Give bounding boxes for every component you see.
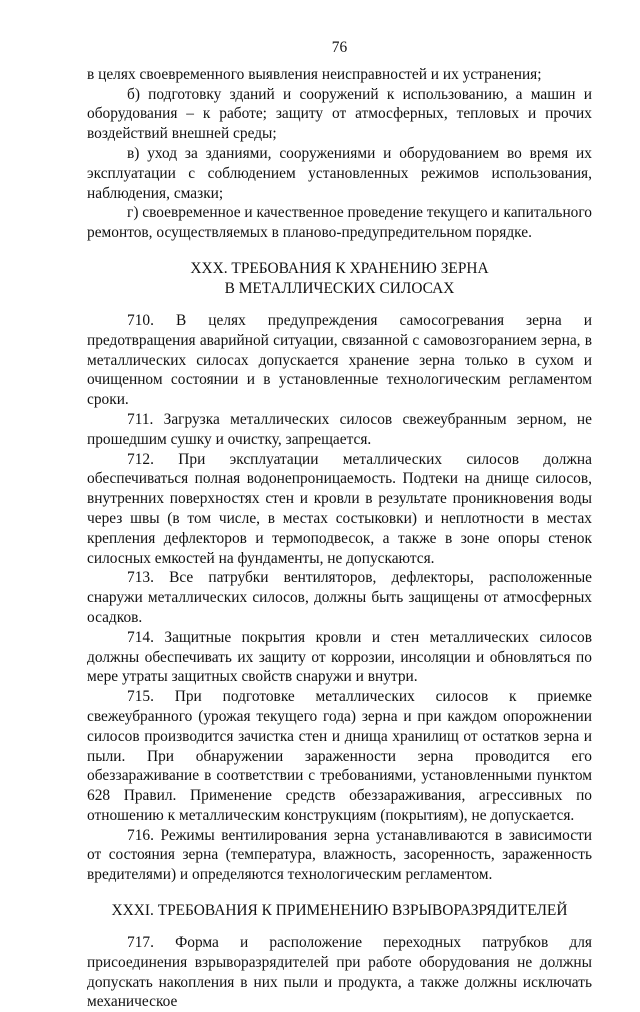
page-number: 76 (331, 39, 348, 56)
paragraph-713: 713. Все патрубки вентиляторов, дефлекторы, расположенные снаружи металлических силосов, должны быть защищены от атмосферных осадков. (87, 569, 592, 626)
paragraph-716: 716. Режимы вентилирования зерна устанавливаются в зависимости от состояния зерна (температура, влажность, засоренность, зараженность вредителями) и определяются технологическим регламентом. (87, 826, 592, 884)
section-heading-30-line2: В МЕТАЛЛИЧЕСКИХ СИЛОСАХ (224, 279, 455, 297)
section-heading-31 (87, 901, 592, 921)
paragraph-g: г) своевременное и качественное проведение текущего и капитального ремонтов, осуществляемых в планово-предупредительном порядке. (87, 204, 592, 242)
paragraph-continuation: в целях своевременного выявления неисправностей и их устранения; (87, 65, 542, 83)
paragraph-711: 711. Загрузка металлических силосов свежеубранным зерном, не прошедшим сушку и очистку, запрещается. (87, 410, 592, 448)
document-page (87, 38, 592, 1012)
paragraph-714: 714. Защитные покрытия кровли и стен металлических силосов должны обеспечивать их защиту от коррозии, инсоляции и обновляться по мере утраты защитных свойств снаружи и внутри. (87, 628, 592, 686)
paragraph-715: 715. При подготовке металлических силосов к приемке свежеубранного (урожая текущего года) зерна и при каждом опорожнении силосов производится зачистка стен и днища хранилищ от остатков зерна и пыли. При обнаружении зараженности зерна проводится его обеззараживание в соответствии с требованиями, установленными пунктом 628 Правил. Применение средств обеззараживания, агрессивных по отношению к металлическим конструкциям (покрытиям), не допускается. (87, 688, 592, 824)
section-heading-31-line1: XXXI. ТРЕБОВАНИЯ К ПРИМЕНЕНИЮ ВЗРЫВОРАЗРЯДИТЕЛЕЙ (111, 902, 568, 920)
paragraph-712: 712. При эксплуатации металлических силосов должна обеспечиваться полная водонепроницаемость. Подтеки на днище силосов, внутренних поверхностях стен и кровли в результате проникновения воды через швы (в том числе, в местах состыковки) и неплотности в местах крепления дефлекторов и термоподвесок, а также в зоне опоры стенок силосных емкостей на фундаменты, не допускаются. (87, 450, 592, 567)
paragraph-b: б) подготовку зданий и сооружений к использованию, а машин и оборудования – к работе; защиту от атмосферных, тепловых и прочих воздействий внешней среды; (87, 85, 592, 143)
section-heading-30 (87, 259, 592, 299)
paragraph-717: 717. Форма и расположение переходных патрубков для присоединения взрыворазрядителей при работе оборудования не должны допускать накопления в них пыли и продукта, а также должны исключать механическое (87, 934, 592, 1011)
section-heading-30-line1: XXX. ТРЕБОВАНИЯ К ХРАНЕНИЮ ЗЕРНА (190, 259, 489, 277)
paragraph-710: 710. В целях предупреждения самосогревания зерна и предотвращения аварийной ситуации, связанной с самовозгоранием зерна, в металлических силосах допускается хранение зерна только в сухом и очищенном состоянии и в установленные технологическим регламентом сроки. (87, 311, 592, 409)
paragraph-v: в) уход за зданиями, сооружениями и оборудованием во время их эксплуатации с соблюдением установленных режимов использования, наблюдения, смазки; (87, 144, 592, 202)
